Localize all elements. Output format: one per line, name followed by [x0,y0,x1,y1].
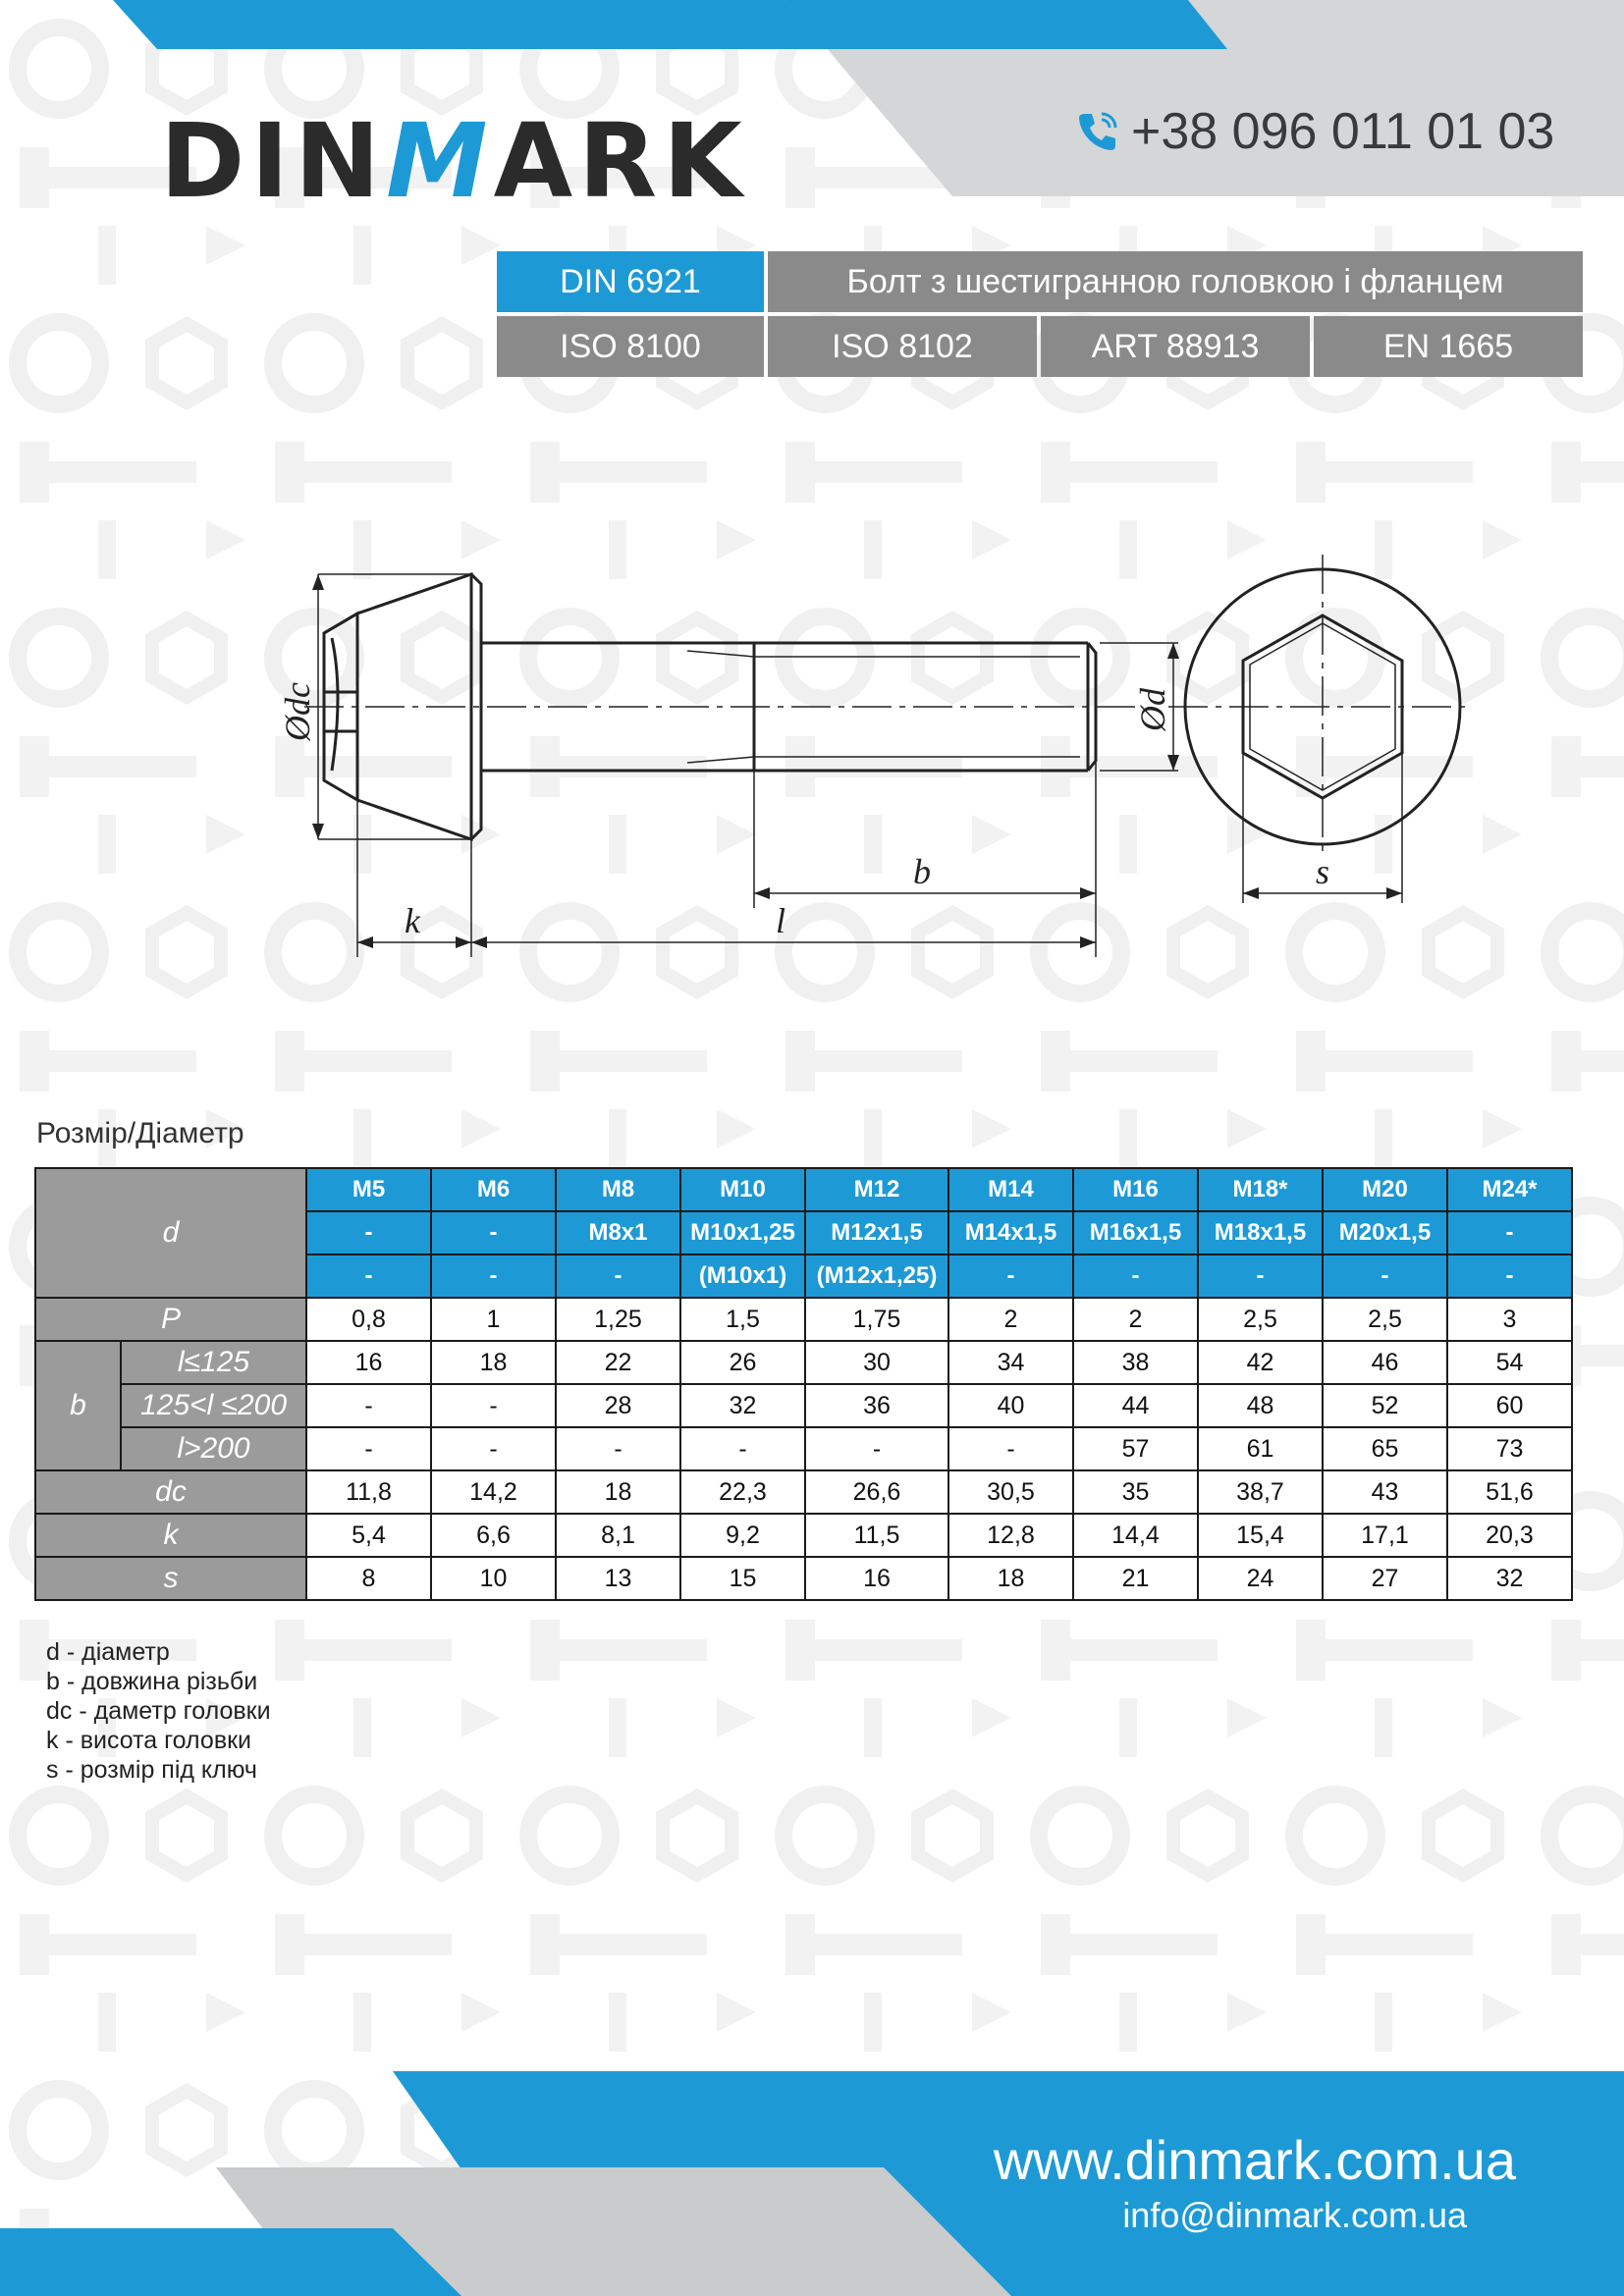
value-cell: 42 [1198,1341,1323,1384]
row-sublabel-b: l≤125 [121,1341,306,1384]
website-link[interactable]: www.dinmark.com.ua [993,2129,1516,2191]
value-cell: 10 [431,1557,556,1600]
value-cell: 46 [1323,1341,1447,1384]
value-cell: 8,1 [556,1514,680,1557]
size-header: M14 [948,1168,1073,1211]
value-cell: 15,4 [1198,1514,1323,1557]
fine-pitch-cell: M20x1,5 [1323,1211,1447,1255]
alt-pitch-cell: (M12x1,25) [805,1255,948,1298]
fine-pitch-cell: - [431,1211,556,1255]
value-cell: - [306,1384,431,1427]
value-cell: 36 [805,1384,948,1427]
value-cell: 2,5 [1198,1298,1323,1341]
label-b: b [913,852,931,891]
value-cell: - [431,1384,556,1427]
value-cell: 2,5 [1323,1298,1447,1341]
value-cell: - [680,1427,805,1470]
value-cell: 18 [948,1557,1073,1600]
value-cell: 34 [948,1341,1073,1384]
value-cell: 20,3 [1447,1514,1572,1557]
label-d: Ød [1133,688,1172,731]
label-l: l [776,901,786,940]
row-label-b: b [35,1341,121,1470]
table-row [35,1470,1572,1514]
fine-pitch-cell: - [1447,1211,1572,1255]
value-cell: 22,3 [680,1470,805,1514]
value-cell: 1,25 [556,1298,680,1341]
value-cell: 18 [556,1470,680,1514]
value-cell: 52 [1323,1384,1447,1427]
size-header: M20 [1323,1168,1447,1211]
alt-pitch-cell: - [306,1255,431,1298]
table-row [35,1514,1572,1557]
value-cell: 13 [556,1557,680,1600]
table-row [35,1298,1572,1341]
value-cell: 6,6 [431,1514,556,1557]
size-header: M5 [306,1168,431,1211]
value-cell: 12,8 [948,1514,1073,1557]
fine-pitch-cell: - [306,1211,431,1255]
value-cell: 57 [1073,1427,1198,1470]
label-k: k [405,901,420,940]
value-cell: 0,8 [306,1298,431,1341]
value-cell: 27 [1323,1557,1447,1600]
alt-pitch-cell: (M10x1) [680,1255,805,1298]
size-header: M18* [1198,1168,1323,1211]
value-cell: 18 [431,1341,556,1384]
size-header: M10 [680,1168,805,1211]
table-row [35,1384,1572,1427]
fine-pitch-cell: M16x1,5 [1073,1211,1198,1255]
phone-icon [1074,108,1121,155]
value-cell: 16 [306,1341,431,1384]
table-row [35,1427,1572,1470]
value-cell: - [805,1427,948,1470]
alt-pitch-cell: - [948,1255,1073,1298]
value-cell: 14,2 [431,1470,556,1514]
alt-pitch-cell: - [556,1255,680,1298]
size-header: M6 [431,1168,556,1211]
value-cell: 38 [1073,1341,1198,1384]
value-cell: - [431,1427,556,1470]
value-cell: 1,75 [805,1298,948,1341]
row-label-s: s [35,1557,306,1600]
size-header: M12 [805,1168,948,1211]
label-dc: Ødc [278,682,317,741]
fine-pitch-cell: M8x1 [556,1211,680,1255]
legend-item: dc - даметр головки [46,1697,271,1725]
value-cell: 2 [1073,1298,1198,1341]
legend-item: k - висота головки [46,1727,251,1754]
value-cell: 2 [948,1298,1073,1341]
standard-iso-8100: ISO 8100 [497,316,764,377]
table-caption: Розмір/Діаметр [36,1117,244,1149]
row-sublabel-b: 125<l ≤200 [121,1384,306,1427]
standard-title: Болт з шестигранною головкою і фланцем [768,251,1583,312]
legend-item: s - розмір під ключ [46,1756,257,1784]
value-cell: 16 [805,1557,948,1600]
size-header: M24* [1447,1168,1572,1211]
value-cell: 1,5 [680,1298,805,1341]
alt-pitch-cell: - [1447,1255,1572,1298]
value-cell: 3 [1447,1298,1572,1341]
value-cell: - [306,1427,431,1470]
value-cell: 43 [1323,1470,1447,1514]
value-cell: 40 [948,1384,1073,1427]
row-label-p: P [35,1298,306,1341]
standard-main: DIN 6921 [497,251,764,312]
fine-pitch-cell: M14x1,5 [948,1211,1073,1255]
value-cell: - [556,1427,680,1470]
table-row [35,1557,1572,1600]
fine-pitch-cell: M12x1,5 [805,1211,948,1255]
value-cell: 26 [680,1341,805,1384]
value-cell: 9,2 [680,1514,805,1557]
size-header: M16 [1073,1168,1198,1211]
dinmark-logo: DINMARK [160,101,748,221]
table-row [35,1341,1572,1384]
legend-item: b - довжина різьби [46,1668,258,1695]
value-cell: 11,8 [306,1470,431,1514]
email-link[interactable]: info@dinmark.com.ua [1122,2195,1467,2235]
fine-pitch-cell: M10x1,25 [680,1211,805,1255]
standard-art-88913: ART 88913 [1041,316,1310,377]
row-label-dc: dc [35,1470,306,1514]
value-cell: 14,4 [1073,1514,1198,1557]
value-cell: 32 [680,1384,805,1427]
value-cell: 32 [1447,1557,1572,1600]
value-cell: 44 [1073,1384,1198,1427]
value-cell: 30,5 [948,1470,1073,1514]
row-label-k: k [35,1514,306,1557]
legend [46,1637,271,1785]
phone-number[interactable] [1074,102,1554,161]
value-cell: 21 [1073,1557,1198,1600]
value-cell: 61 [1198,1427,1323,1470]
value-cell: 38,7 [1198,1470,1323,1514]
value-cell: 48 [1198,1384,1323,1427]
value-cell: 1 [431,1298,556,1341]
standard-en-1665: EN 1665 [1314,316,1583,377]
alt-pitch-cell: - [1323,1255,1447,1298]
value-cell: 8 [306,1557,431,1600]
standard-iso-8102: ISO 8102 [768,316,1037,377]
value-cell: 30 [805,1341,948,1384]
row-sublabel-b: l>200 [121,1427,306,1470]
value-cell: 60 [1447,1384,1572,1427]
value-cell: 51,6 [1447,1470,1572,1514]
value-cell: 54 [1447,1341,1572,1384]
fine-pitch-cell: M18x1,5 [1198,1211,1323,1255]
phone-text: +38 096 011 01 03 [1131,103,1555,160]
alt-pitch-cell: - [431,1255,556,1298]
value-cell: - [948,1427,1073,1470]
label-s: s [1316,852,1330,891]
value-cell: 28 [556,1384,680,1427]
value-cell: 73 [1447,1427,1572,1470]
value-cell: 35 [1073,1470,1198,1514]
size-header: M8 [556,1168,680,1211]
row-label-d: d [35,1168,306,1298]
alt-pitch-cell: - [1198,1255,1323,1298]
legend-item: d - діаметр [46,1638,170,1666]
value-cell: 65 [1323,1427,1447,1470]
alt-pitch-cell: - [1073,1255,1198,1298]
table-row [35,1168,1572,1211]
value-cell: 22 [556,1341,680,1384]
value-cell: 26,6 [805,1470,948,1514]
value-cell: 15 [680,1557,805,1600]
value-cell: 17,1 [1323,1514,1447,1557]
dimensions-table [34,1167,1573,1601]
value-cell: 11,5 [805,1514,948,1557]
bolt-technical-drawing [278,545,1492,977]
value-cell: 24 [1198,1557,1323,1600]
value-cell: 5,4 [306,1514,431,1557]
